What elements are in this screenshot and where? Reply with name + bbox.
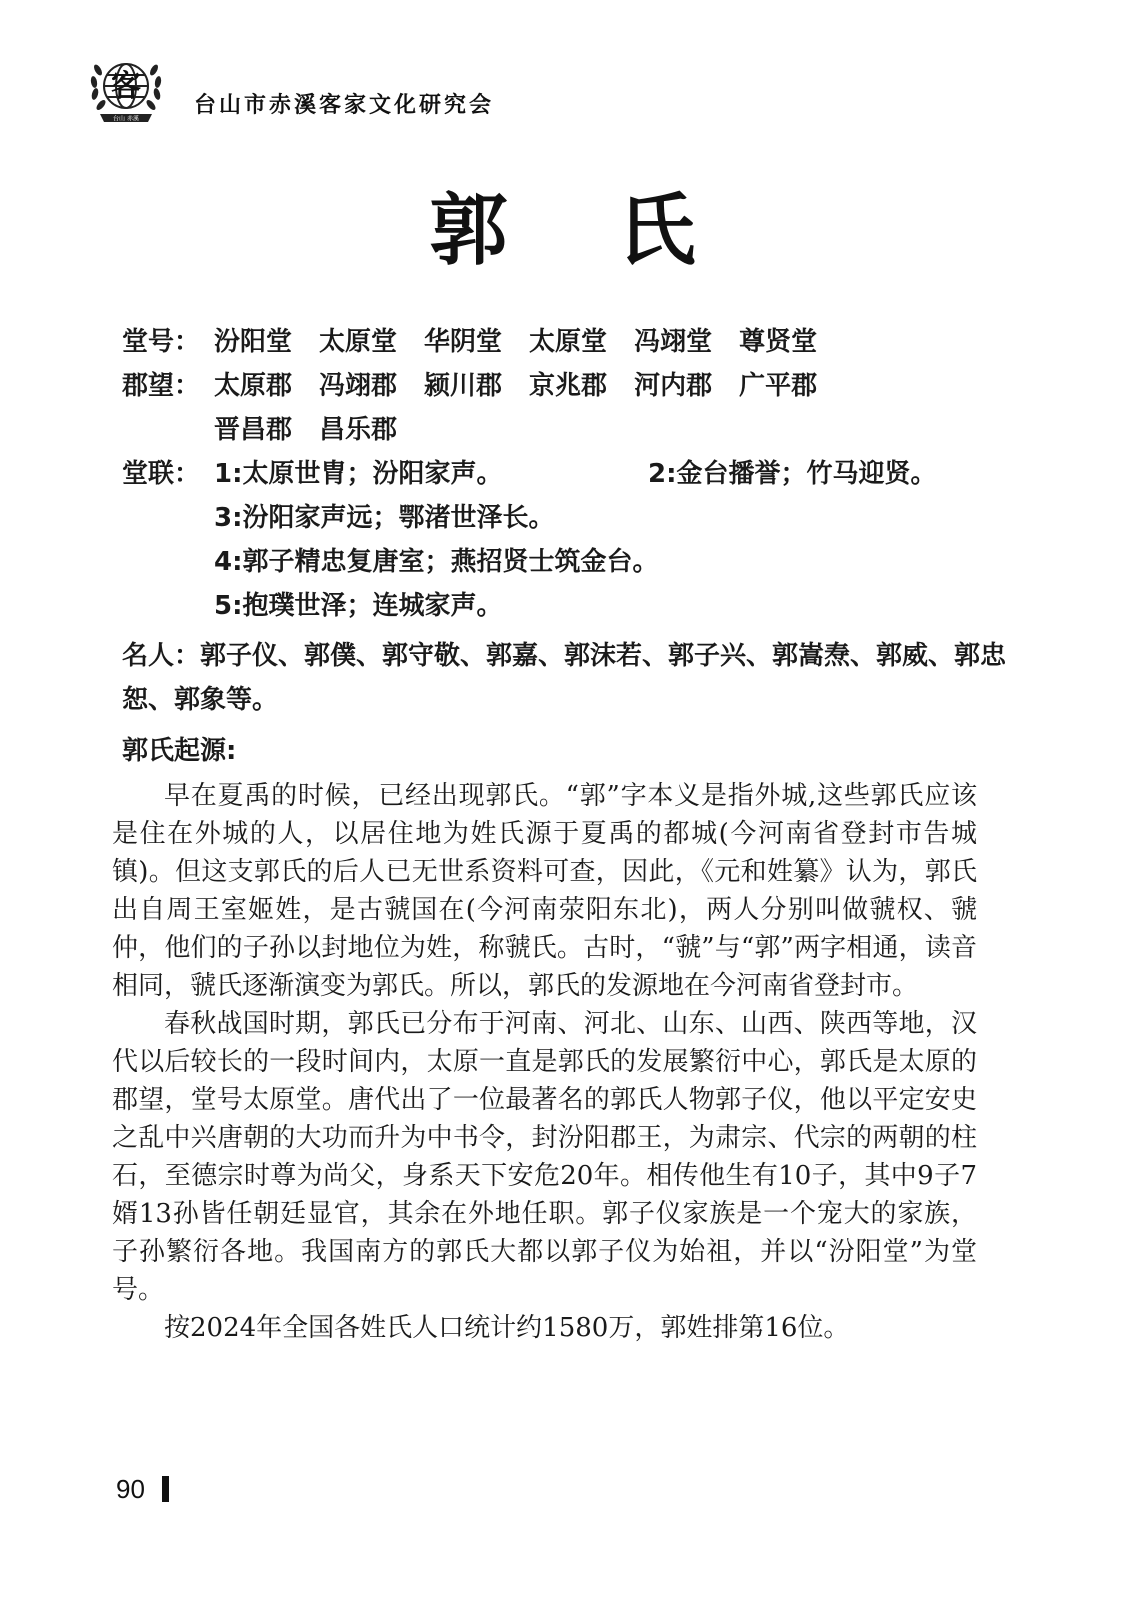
tanghao-label: 堂号： [122,327,201,357]
tanglian-row [122,452,1072,496]
tanglian-item: 5:抱璞世泽；连城家声。 [214,591,503,621]
tanglian-label: 堂联： [122,459,201,489]
famous-people [122,634,1022,722]
origin-paragraph: 春秋战国时期，郭氏已分布于河南、河北、山东、山西、陕西等地，汉代以后较长的一段时间内，太原一直是郭氏的发展繁衍中心，郭氏是太原的郡望，堂号太原堂。唐代出了一位最著名的郭氏人物郭子仪，他以平定安史之乱中兴唐朝的大功而升为中书令，封汾阳郡王，为肃宗、代宗的两朝的柱石，至德宗时尊为尚父，身系天下安危20年。相传他生有10子，其中9子7婿13孙皆任朝廷显官，其余在外地任职。郭子仪家族是一个宠大的家族，子孙繁衍各地。我国南方的郭氏大都以郭子仪为始祖，并以“汾阳堂”为堂号。 [112,1009,977,1305]
junwang-label: 郡望： [122,371,201,401]
junwang-row-2 [122,408,1072,452]
tanglian-item: 1:太原世胄；汾阳家声。 [214,459,503,489]
page-number-bar [162,1476,169,1502]
junwang-item: 冯翊郡 [319,371,398,401]
junwang-row [122,364,1072,408]
junwang-item: 河内郡 [634,371,713,401]
origin-heading: 郭氏起源: [122,736,237,766]
junwang-item: 颍川郡 [424,371,503,401]
logo-character: 客 [111,69,141,104]
origin-paragraph: 按2024年全国各姓氏人口统计约1580万，郭姓排第16位。 [164,1313,850,1343]
famous-list: 郭子仪、郭僕、郭守敬、郭嘉、郭沫若、郭子兴、郭嵩焘、郭威、郭忠恕、郭象等。 [122,641,1007,715]
junwang-item: 昌乐郡 [319,415,398,445]
junwang-item: 晋昌郡 [214,415,293,445]
junwang-item: 广平郡 [739,371,818,401]
title-char-1: 郭 [429,185,508,276]
famous-label: 名人： [122,641,201,671]
tanglian-item: 4:郭子精忠复唐室；燕招贤士筑金台。 [214,547,659,577]
page-title [0,168,1125,280]
tanghao-item: 太原堂 [529,327,608,357]
tanglian-item: 2:金台播誉；竹马迎贤。 [648,459,937,489]
junwang-item: 京兆郡 [529,371,608,401]
origin-paragraph: 早在夏禹的时候，已经出现郭氏。“郭”字本义是指外城,这些郭氏应该是住在外城的人，以居住地为姓氏源于夏禹的都城(今河南省登封市告城镇)。但这支郭氏的后人已无世系资料可查，因此，《元和姓纂》认为，郭氏出自周王室姬姓，是古虢国在(今河南荥阳东北)，两人分别叫做虢权、虢仲，他们的子孙以封地位为姓，称虢氏。古时，“虢”与“郭”两字相通，读音相同，虢氏逐渐演变为郭氏。所以，郭氏的发源地在今河南省登封市。 [112,781,977,1001]
origin-body [112,777,977,1347]
association-logo [86,50,166,130]
tanghao-item: 华阴堂 [424,327,503,357]
tanglian-row [122,540,1072,584]
tanglian-item: 3:汾阳家声远；鄂渚世泽长。 [214,503,555,533]
organization-name: 台山市赤溪客家文化研究会 [194,92,495,118]
tanghao-item: 尊贤堂 [739,327,818,357]
logo-ribbon-text: 台山 赤溪 [113,115,139,123]
title-char-2: 氏 [617,185,696,276]
tanghao-item: 太原堂 [319,327,398,357]
page-number: 90 [116,1474,145,1504]
junwang-item: 太原郡 [214,371,293,401]
tanghao-item: 汾阳堂 [214,327,293,357]
tanghao-item: 冯翊堂 [634,327,713,357]
tanglian-row [122,496,1072,540]
tanghao-row [122,320,1072,364]
tanglian-row [122,584,1072,628]
surname-info [122,320,1072,628]
